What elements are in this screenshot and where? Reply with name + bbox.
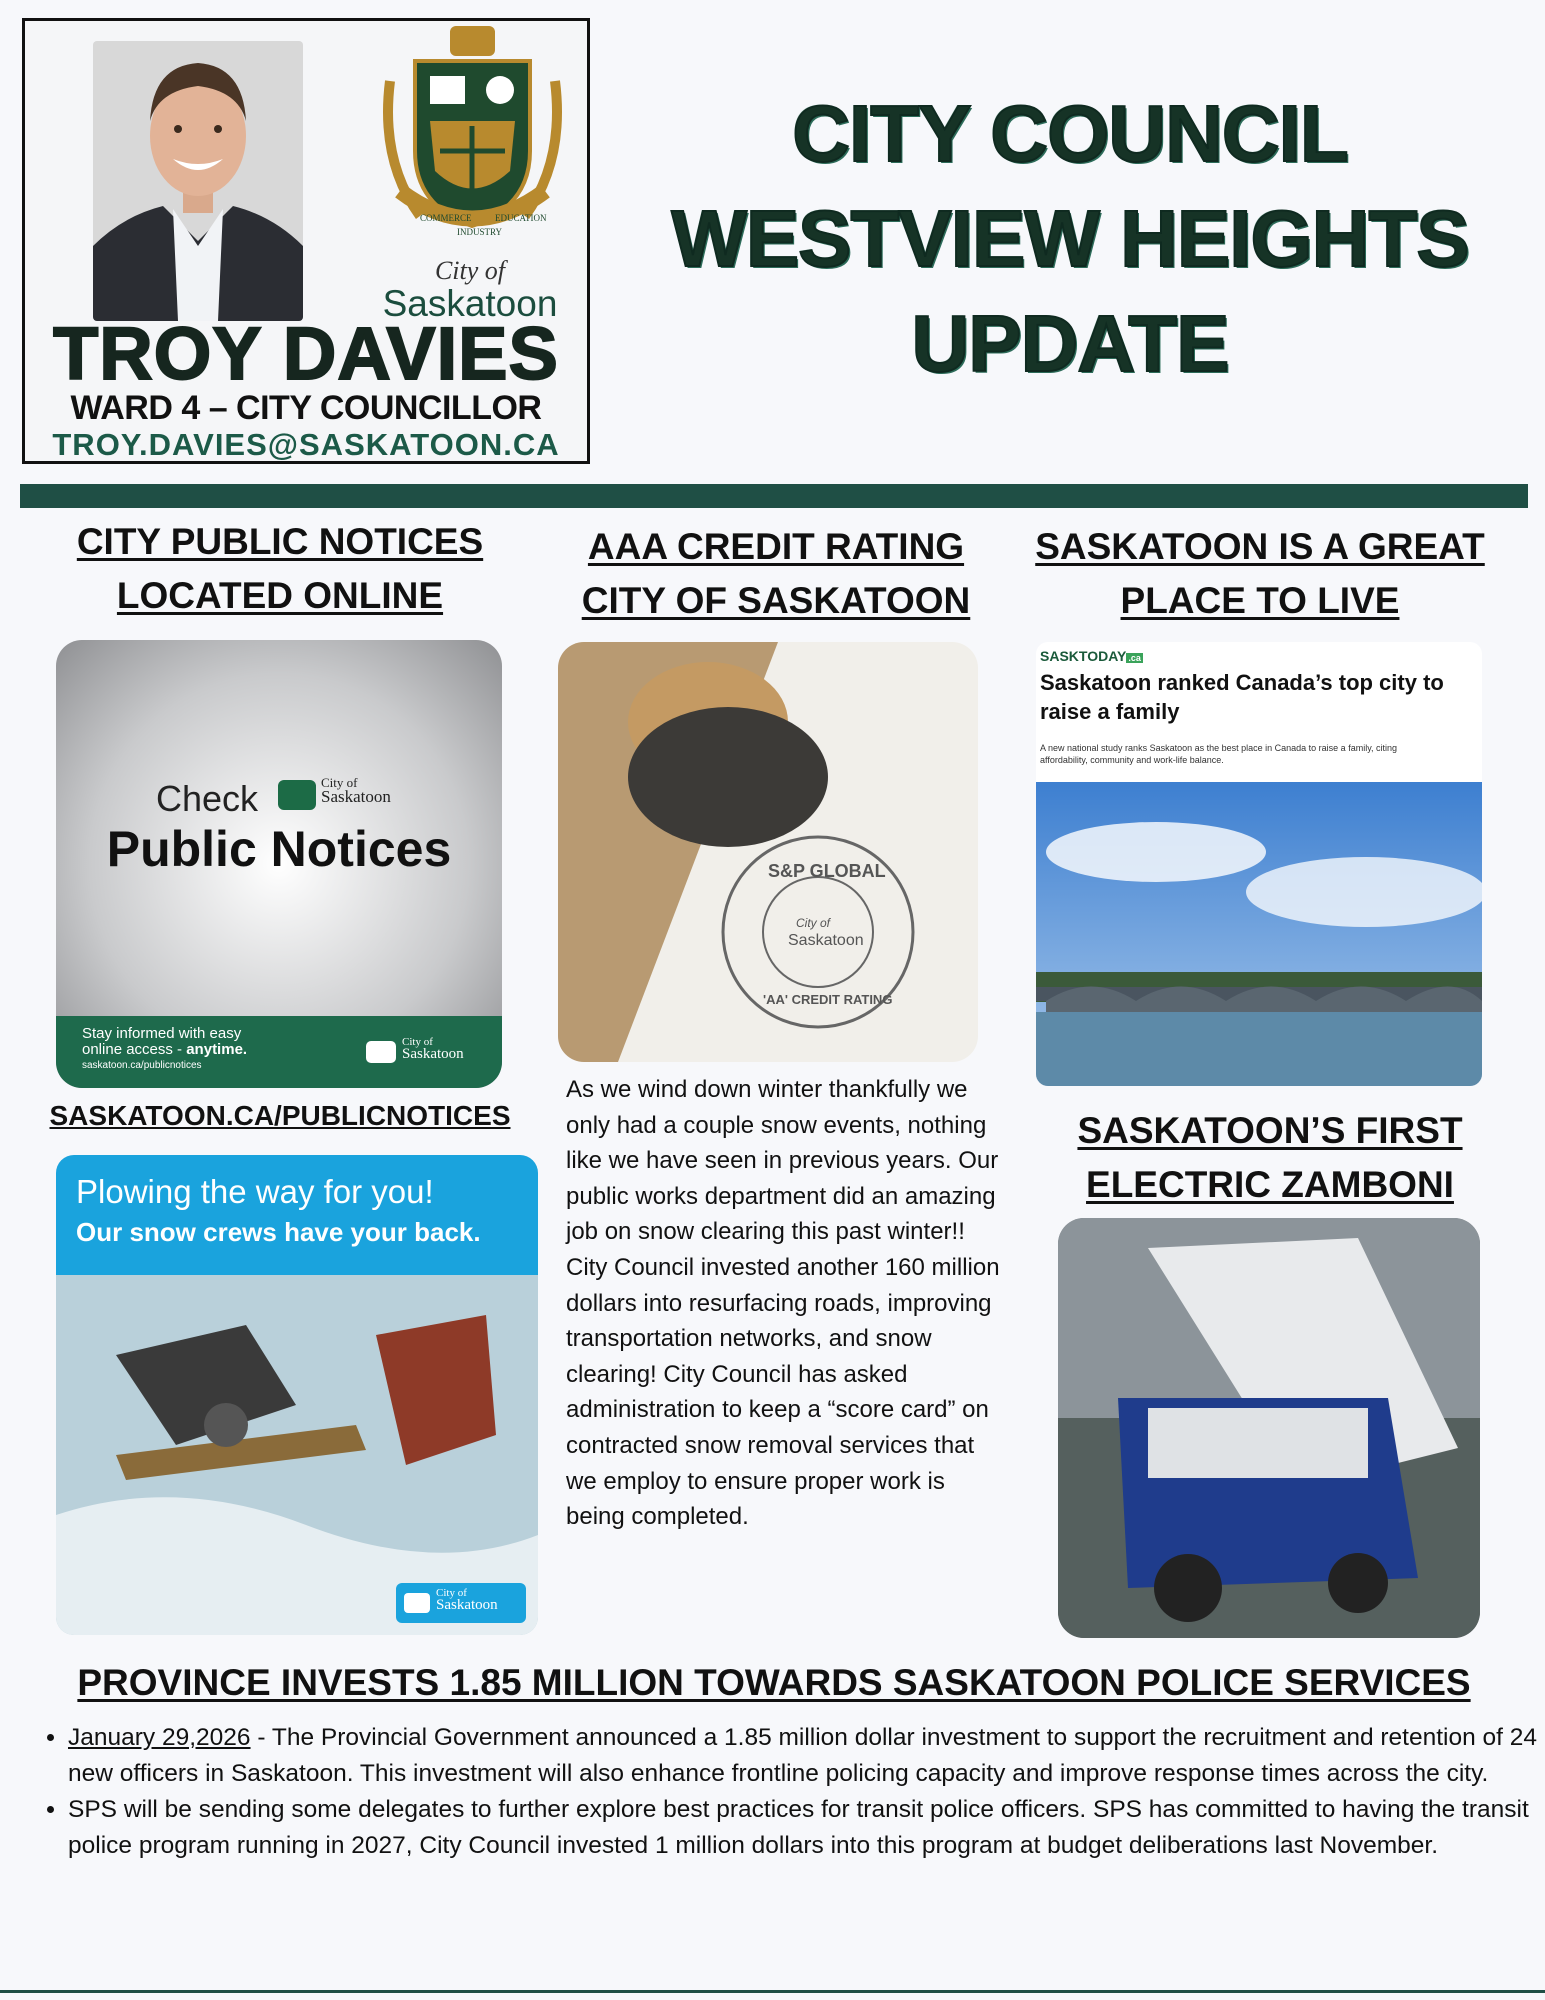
stamp-city: Saskatoon xyxy=(788,932,864,949)
section-divider xyxy=(20,484,1528,508)
card-footer-line1: Stay informed with easy xyxy=(82,1025,242,1042)
credit-rating-heading xyxy=(556,520,996,628)
zamboni-heading-line1: SASKATOON’S FIRST xyxy=(1077,1110,1463,1151)
public-notices-link[interactable]: SASKATOON.CA/PUBLICNOTICES xyxy=(49,1100,511,1131)
zamboni-heading-line2: ELECTRIC ZAMBONI xyxy=(1086,1164,1454,1205)
winter-update-paragraph: As we wind down winter thankfully we only had a couple snow events, nothing like we have seen in previous years. Our public works department did an amazing job on snow clearing this past winter!! City Council invested another 160 million dollars into resurfacing roads, improving transportation networks, and snow clearing! City Council has asked administration to keep a “score card” on contracted snow removal services that we employ to ensure proper work is being completed. xyxy=(566,1076,1000,1531)
article-headline xyxy=(1040,668,1444,726)
plowing-banner xyxy=(56,1155,538,1275)
article-brand-name: SASKTODAY xyxy=(1040,648,1127,664)
page-title-line2: WESTVIEW HEIGHTS xyxy=(671,194,1469,283)
great-place-heading-line2: PLACE TO LIVE xyxy=(1120,580,1400,621)
public-notices-heading-line2: LOCATED ONLINE xyxy=(116,575,444,616)
plowing-logo-text xyxy=(436,1587,498,1611)
plowing-logo-city-of: City of xyxy=(436,1587,467,1599)
card-footer-line2-bold: anytime. xyxy=(186,1041,248,1058)
police-bullet-list xyxy=(38,1720,1538,1864)
article-summary-line1: A new national study ranks Saskatoon as the best place in Canada to raise a family, citing xyxy=(1040,743,1398,753)
plowing-logo-icon xyxy=(404,1593,430,1613)
bridge-photo xyxy=(1036,782,1482,1086)
stamp-bottom-text: 'AA' CREDIT RATING xyxy=(763,992,893,1007)
zamboni-heading xyxy=(1040,1104,1500,1212)
article-summary-line2: affordability, community and work-life balance. xyxy=(1040,755,1224,765)
stamp-top-text: S&P GLOBAL xyxy=(768,861,886,881)
city-logo-icon xyxy=(278,780,316,810)
footer-logo-city-of: City of xyxy=(402,1036,433,1048)
plowing-logo-saskatoon: Saskatoon xyxy=(436,1597,498,1613)
card-public-notices-title: Public Notices xyxy=(106,821,452,877)
footer-city-logo-text xyxy=(402,1036,464,1060)
councillor-role: WARD 4 – CITY COUNCILLOR xyxy=(70,389,542,427)
card-logo-city-of: City of xyxy=(321,775,358,790)
card-logo xyxy=(321,776,391,804)
card-logo-saskatoon: Saskatoon xyxy=(321,787,391,806)
plowing-card xyxy=(56,1155,538,1635)
article-card[interactable] xyxy=(1036,642,1482,1086)
page-title-line3: UPDATE xyxy=(911,299,1229,388)
plowing-city-logo xyxy=(396,1583,526,1623)
credit-rating-photo xyxy=(558,642,978,1062)
footer-logo-saskatoon: Saskatoon xyxy=(402,1046,464,1062)
article-headline-line2: raise a family xyxy=(1040,699,1180,724)
article-brand-suffix: .ca xyxy=(1128,653,1141,663)
police-bullet-2: • SPS will be sending some delegates to further explore best practices for transit police officers. SPS has committed to having the transit police program running in 2027, City Council invested 1 million dollars into this program at budget deliberations last November. xyxy=(68,1792,1538,1864)
crest-banner-left: COMMERCE xyxy=(420,213,472,223)
plowing-line1: Plowing the way for you! xyxy=(76,1173,434,1210)
article-brand xyxy=(1040,648,1143,664)
councillor-portrait xyxy=(93,41,303,321)
public-notices-heading xyxy=(30,515,530,623)
great-place-heading-line1: SASKATOON IS A GREAT xyxy=(1035,526,1485,567)
bottom-rule xyxy=(0,1990,1545,1993)
card-footer-line2-prefix: online access - xyxy=(82,1041,187,1058)
plowing-line2: Our snow crews have your back. xyxy=(76,1217,481,1247)
article-summary xyxy=(1040,742,1397,766)
councillor-email[interactable]: TROY.DAVIES@SASKATOON.CA xyxy=(52,427,560,462)
card-footer xyxy=(56,1016,502,1088)
crest-city-of: City of xyxy=(434,256,506,285)
zamboni-photo xyxy=(1058,1218,1480,1638)
footer-city-logo-icon xyxy=(366,1041,396,1063)
crest-banner-right: EDUCATION xyxy=(495,213,547,223)
police-bullet-1-text: - The Provincial Government announced a 1.85 million dollar investment to support the recruitment and retention of 24 new officers in Saskatoon. This investment will also enhance frontline policing capacity and improve response times across the city. xyxy=(68,1724,1538,1787)
credit-rating-heading-line2: CITY OF SASKATOON xyxy=(581,580,971,621)
city-crest-logo xyxy=(360,21,585,251)
article-headline-line1: Saskatoon ranked Canada’s top city to xyxy=(1040,670,1444,695)
card-footer-text xyxy=(82,1026,247,1074)
great-place-heading xyxy=(1010,520,1510,628)
public-notices-heading-line1: CITY PUBLIC NOTICES xyxy=(76,521,484,562)
crest-banner-middle: INDUSTRY xyxy=(457,227,503,237)
card-check-text: Check xyxy=(156,778,259,819)
police-heading: PROVINCE INVESTS 1.85 MILLION TOWARDS SASKATOON POLICE SERVICES xyxy=(77,1662,1471,1703)
police-bullet-1-date: January 29,2026 xyxy=(68,1724,251,1751)
page-title-line1: CITY COUNCIL xyxy=(792,89,1348,178)
credit-rating-heading-line1: AAA CREDIT RATING xyxy=(587,526,965,567)
police-bullet-1 xyxy=(68,1720,1538,1792)
snowplow-photo xyxy=(56,1275,538,1635)
crest-city-name: Saskatoon xyxy=(382,283,558,324)
public-notices-card[interactable] xyxy=(56,640,502,1088)
card-footer-url: saskatoon.ca/publicnotices xyxy=(82,1060,202,1071)
stamp-city-of: City of xyxy=(796,916,831,930)
councillor-name: TROY DAVIES xyxy=(53,312,559,395)
councillor-card xyxy=(22,18,590,464)
